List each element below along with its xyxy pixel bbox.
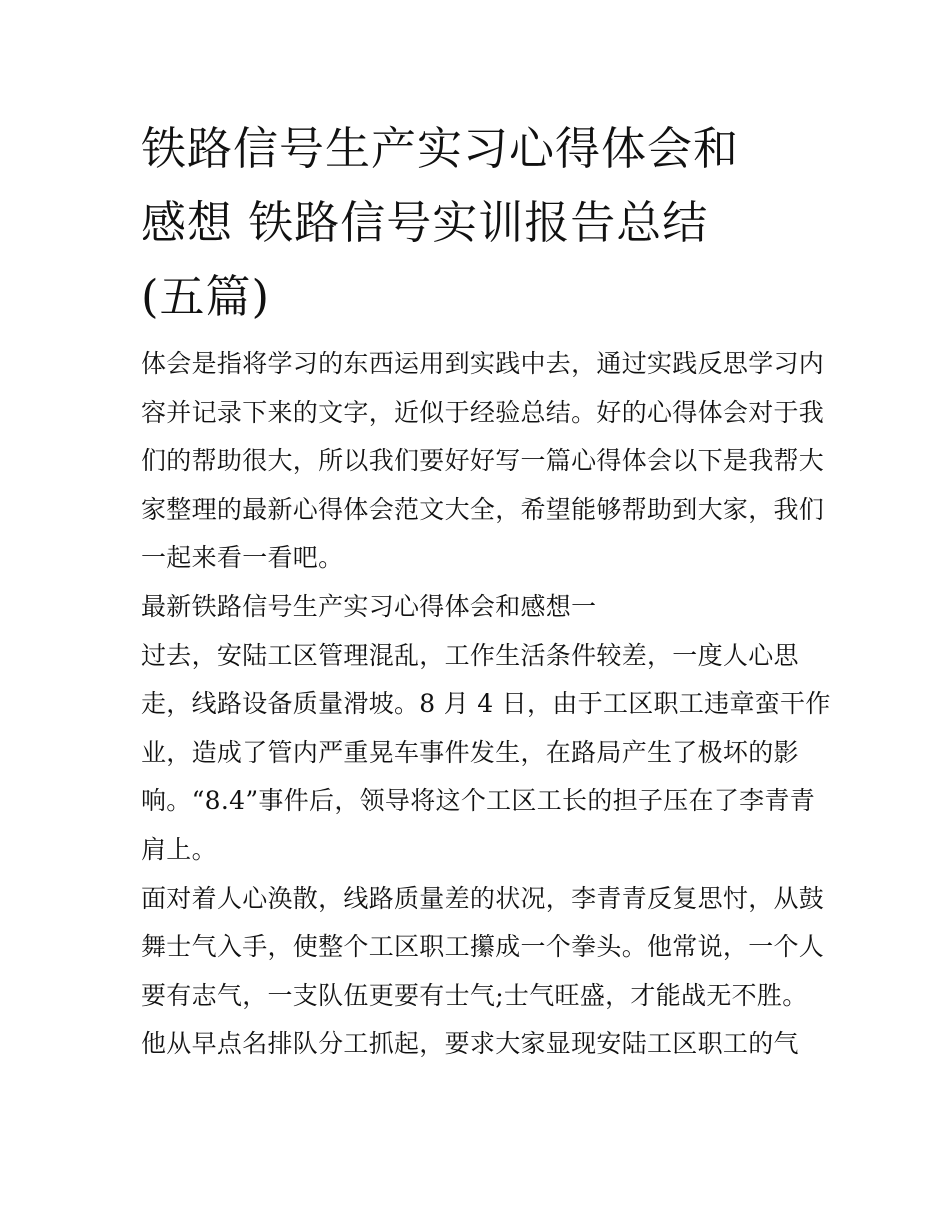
title-line: 铁路信号生产实习心得体会和 [141, 122, 740, 175]
text-line: 舞士气入手，使整个工区职工攥成一个拳头。他常说，一个人 [141, 932, 825, 962]
text-line: 体会是指将学习的东西运用到实践中去，通过实践反思学习内 [141, 349, 825, 378]
text-line: 面对着人心涣散，线路质量差的状况，李青青反复思忖，从鼓 [141, 883, 825, 913]
document-title [141, 112, 821, 334]
text-line: 一起来看一看吧。 [141, 543, 344, 573]
title-line: 感想 铁路信号实训报告总结 [141, 196, 709, 249]
text-line: 们的帮助很大，所以我们要好好写一篇心得体会以下是我帮大 [141, 446, 825, 476]
text-line: 容并记录下来的文字，近似于经验总结。好的心得体会对于我 [141, 397, 825, 427]
intro-paragraph [141, 340, 825, 583]
title-line: (五篇) [141, 270, 271, 323]
document-body [141, 340, 831, 1069]
text-line: 走，线路设备质量滑坡。8 月 4 日，由于工区职工违章蛮干作 [141, 689, 831, 719]
text-line: 响。“8.4”事件后，领导将这个工区工长的担子压在了李青青 [141, 786, 816, 816]
text-line: 业，造成了管内严重晃车事件发生，在路局产生了极坏的影 [141, 737, 799, 767]
text-line: 他从早点名排队分工抓起，要求大家显现安陆工区职工的气 [141, 1029, 799, 1059]
text-line: 最新铁路信号生产实习心得体会和感想一 [141, 591, 597, 621]
text-line: 肩上。 [141, 834, 217, 864]
body-paragraph [141, 875, 825, 1069]
document-page [141, 112, 831, 1069]
body-paragraph [141, 632, 831, 875]
text-line: 要有志气，一支队伍更要有士气;士气旺盛，才能战无不胜。 [141, 980, 808, 1010]
section-heading [141, 583, 821, 632]
text-line: 过去，安陆工区管理混乱，工作生活条件较差，一度人心思 [141, 640, 799, 670]
text-line: 家整理的最新心得体会范文大全，希望能够帮助到大家，我们 [141, 494, 825, 524]
